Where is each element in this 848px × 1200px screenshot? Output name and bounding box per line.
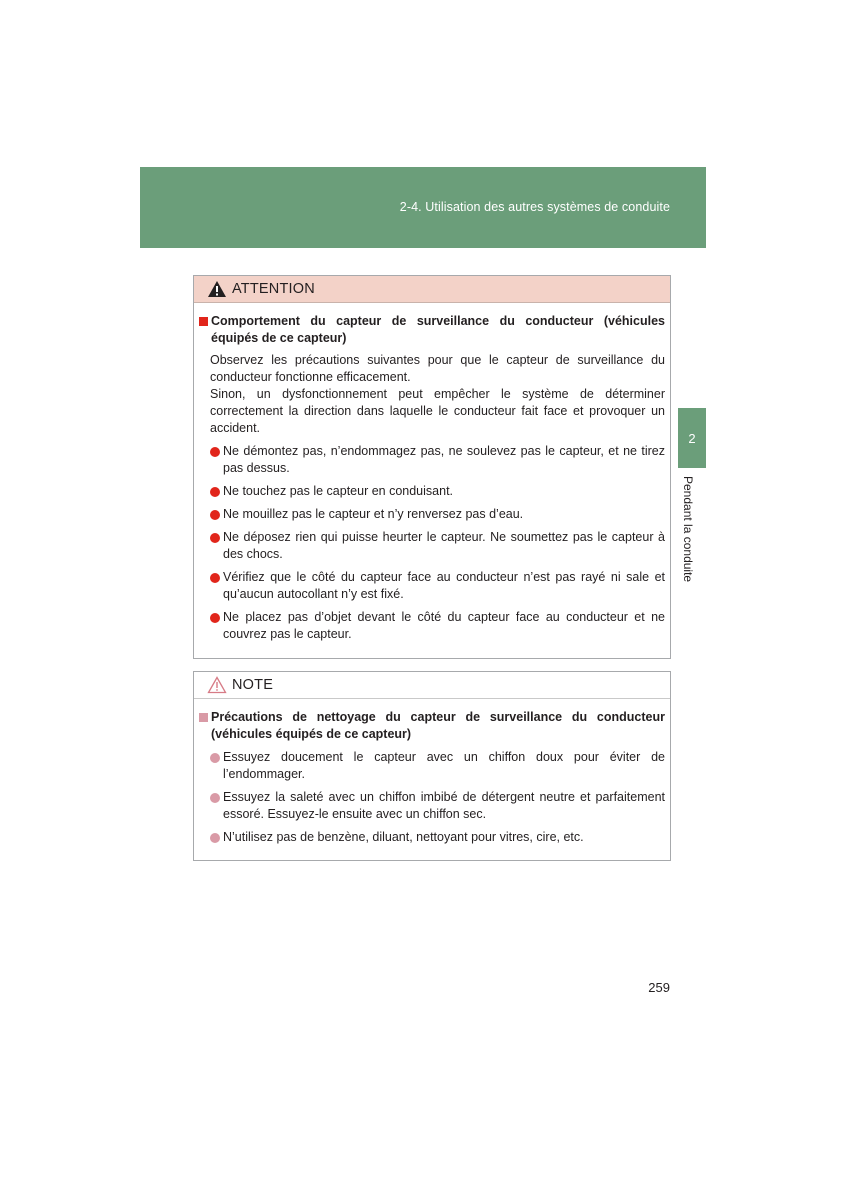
square-bullet-icon bbox=[199, 317, 208, 326]
round-bullet-icon bbox=[210, 487, 220, 497]
round-bullet-icon bbox=[210, 613, 220, 623]
list-item: Essuyez doucement le capteur avec un chiffon doux pour éviter de l’endommager. bbox=[210, 749, 665, 783]
chapter-tab bbox=[678, 408, 706, 468]
round-bullet-icon bbox=[210, 833, 220, 843]
attention-heading: ATTENTION bbox=[232, 281, 315, 297]
round-bullet-icon bbox=[210, 510, 220, 520]
section-header-band bbox=[140, 167, 706, 248]
square-bullet-icon bbox=[199, 713, 208, 722]
note-header bbox=[194, 672, 670, 699]
list-item: Ne déposez rien qui puisse heurter le capteur. Ne soumettez pas le capteur à des chocs. bbox=[210, 529, 665, 563]
note-box bbox=[193, 671, 671, 861]
page-number: 259 bbox=[648, 980, 670, 995]
list-item: Essuyez la saleté avec un chiffon imbibé de détergent neutre et parfaitement essoré. Essuyez-le ensuite avec un chiffon sec. bbox=[210, 789, 665, 823]
list-item: Vérifiez que le côté du capteur face au conducteur n’est pas rayé ni sale et qu’aucun autocollant n’y est fixé. bbox=[210, 569, 665, 603]
attention-header bbox=[194, 276, 670, 303]
attention-paragraph: Sinon, un dysfonctionnement peut empêcher le système de déterminer correctement la direction dans laquelle le conducteur fait face et provoquer un accident. bbox=[210, 387, 665, 435]
round-bullet-icon bbox=[210, 447, 220, 457]
round-bullet-icon bbox=[210, 753, 220, 763]
list-item: Ne touchez pas le capteur en conduisant. bbox=[210, 483, 665, 500]
round-bullet-icon bbox=[210, 793, 220, 803]
chapter-number: 2 bbox=[688, 430, 696, 446]
note-heading: NOTE bbox=[232, 677, 274, 693]
attention-section-title: Comportement du capteur de surveillance du conducteur (véhicules équipés de ce capteur) bbox=[199, 313, 665, 347]
list-item: N’utilisez pas de benzène, diluant, nettoyant pour vitres, cire, etc. bbox=[210, 829, 665, 846]
round-bullet-icon bbox=[210, 533, 220, 543]
chapter-label: Pendant la conduite bbox=[681, 476, 695, 583]
attention-paragraph: Observez les précautions suivantes pour que le capteur de surveillance du conducteur fonctionne efficacement. bbox=[210, 353, 665, 384]
note-section-title: Précautions de nettoyage du capteur de surveillance du conducteur (véhicules équipés de ce capteur) bbox=[199, 709, 665, 743]
list-item: Ne mouillez pas le capteur et n’y renversez pas d’eau. bbox=[210, 506, 665, 523]
list-item: Ne placez pas d’objet devant le côté du capteur face au conducteur et ne couvrez pas le capteur. bbox=[210, 609, 665, 643]
list-item: Ne démontez pas, n’endommagez pas, ne soulevez pas le capteur, et ne tirez pas dessus. bbox=[210, 443, 665, 477]
caution-outline-triangle-icon bbox=[207, 676, 227, 694]
attention-box bbox=[193, 275, 671, 659]
round-bullet-icon bbox=[210, 573, 220, 583]
warning-triangle-icon bbox=[207, 280, 227, 298]
section-title: 2-4. Utilisation des autres systèmes de conduite bbox=[399, 200, 670, 214]
